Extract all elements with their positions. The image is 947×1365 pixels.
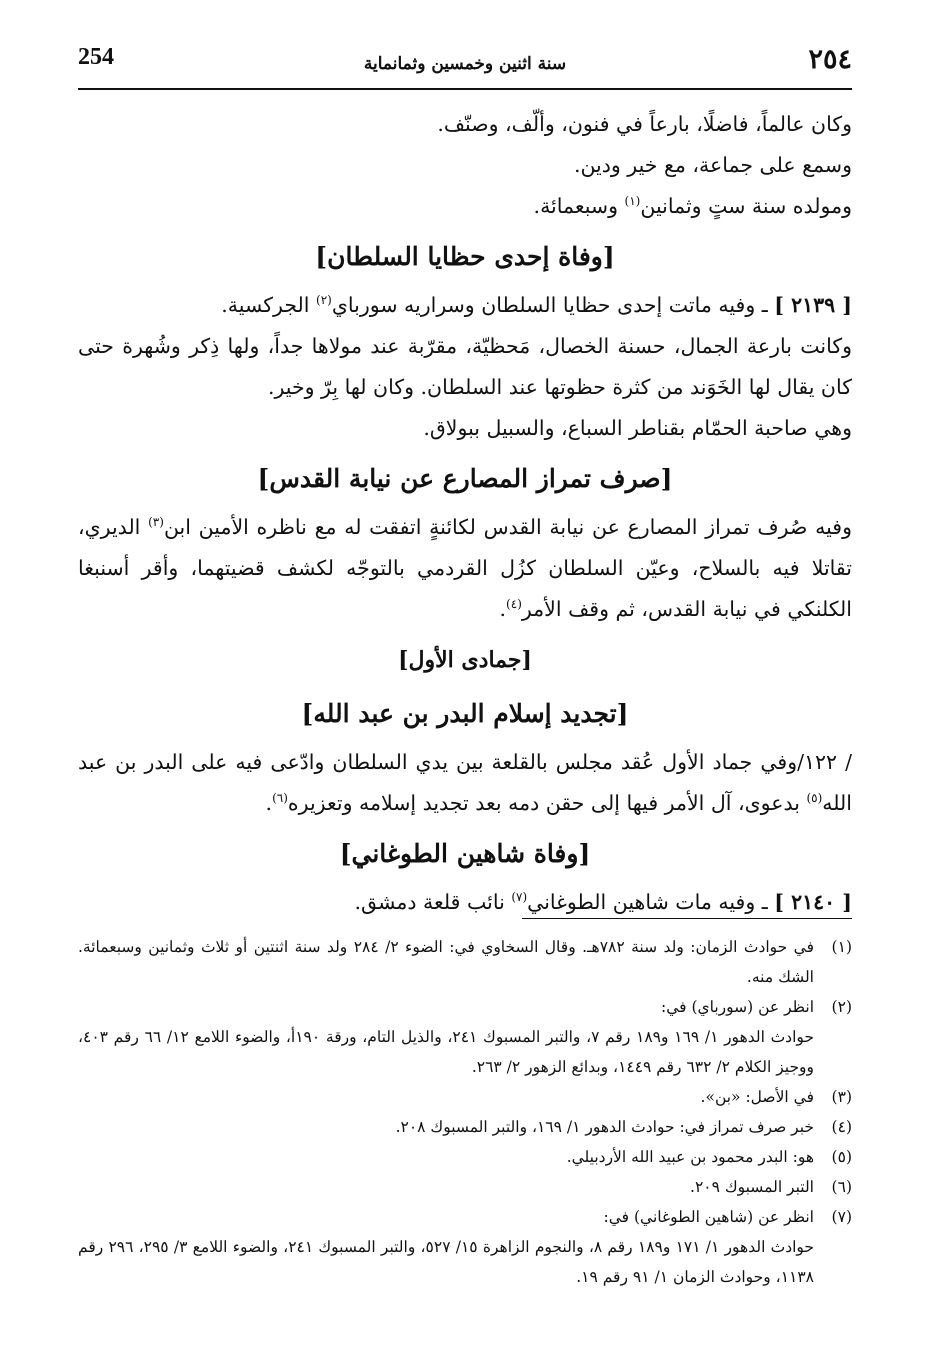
footnote bbox=[78, 1022, 852, 1082]
paragraph: وهي صاحبة الحمّام بقناطر السباع، والسبيل ببولاق. bbox=[423, 416, 852, 440]
paragraph: وكانت بارعة الجمال، حسنة الخصال، مَحظيّة، مقرّبة عند مولاها جداً، ولها ذِكر وشُهرة حتى كان يقال لها الخَوَند من كثرة حظوتها عند السلطان. وكان لها بِرّ وخير. bbox=[78, 334, 852, 399]
paragraph: وسمع على جماعة، مع خير ودين. bbox=[573, 153, 852, 177]
footnote-mark: (٥) bbox=[831, 1148, 852, 1166]
paragraph bbox=[78, 742, 852, 824]
paragraph bbox=[78, 507, 852, 630]
footnote-mark: (٧) bbox=[831, 1208, 852, 1226]
page-number-latin: 254 bbox=[78, 44, 114, 70]
footnote bbox=[78, 932, 852, 992]
footnote bbox=[78, 1142, 852, 1172]
footnote-text: في حوادث الزمان: ولد سنة ٧٨٢هـ. وقال السخاوي في: الضوء ٢/ ٢٨٤ ولد سنة اثنتين أو ثلاث وثمانين وسبعمائة. الشك منه. bbox=[78, 938, 814, 986]
footnote bbox=[78, 1112, 852, 1142]
footnote-text: في الأصل: «بن». bbox=[700, 1088, 814, 1106]
text-run: / ١٢٢/وفي جماد الأول عُقد مجلس بالقلعة بين يدي السلطان وادّعى فيه على البدر بن عبد الله bbox=[78, 750, 852, 815]
footnote-mark: (١) bbox=[831, 938, 852, 956]
running-title: سنة اثنين وخمسين وثمانماية bbox=[363, 54, 567, 74]
footnote-ref[interactable]: (٦) bbox=[272, 791, 288, 806]
text-run: وسبعمائة. bbox=[533, 194, 625, 218]
footnote-mark: (٤) bbox=[831, 1118, 852, 1136]
entry-paragraph bbox=[78, 882, 852, 923]
month-heading: [جمادى الأول] bbox=[398, 647, 532, 673]
footnote-text: انظر عن (شاهين الطوغاني) في: bbox=[603, 1208, 814, 1226]
footnote-mark: (٦) bbox=[831, 1178, 852, 1196]
footnote-ref[interactable]: (٥) bbox=[806, 791, 823, 806]
footnote-ref[interactable]: (٣) bbox=[148, 515, 164, 530]
footnote bbox=[78, 1232, 852, 1292]
paragraph bbox=[78, 186, 852, 227]
text-run: ـ وفيه ماتت إحدى حظايا السلطان وسراريه سورباي bbox=[331, 293, 775, 317]
footnote-text: حوادث الدهور ١/ ١٧١ و١٨٩ رقم ٨، والنجوم الزاهرة ١٥/ ٥٢٧، والتبر المسبوك ٢٤١، والضوء اللامع ٣/ ٢٩٥، ٢٩٦ رقم ١١٣٨، وحوادث الزمان ١/ ٩١ رقم ١٩. bbox=[78, 1238, 814, 1286]
page-number-arabic: ٢٥٤ bbox=[808, 44, 852, 75]
footnote-ref[interactable]: (٢) bbox=[316, 293, 332, 308]
text-run: الجركسية. bbox=[221, 293, 317, 317]
text-run: . bbox=[265, 791, 273, 815]
footnote-mark: (٣) bbox=[831, 1088, 852, 1106]
section-heading: [تجديد إسلام البدر بن عبد الله] bbox=[301, 699, 629, 728]
text-run: ـ وفيه مات شاهين الطوغاني bbox=[527, 890, 775, 914]
text-run: . bbox=[499, 597, 507, 621]
entry-number: [ ٢١٣٩ ] bbox=[774, 293, 852, 317]
text-run: بدعوى، آل الأمر فيها إلى حقن دمه بعد تجديد إسلامه وتعزيره bbox=[287, 791, 807, 815]
footnote bbox=[78, 1202, 852, 1232]
footnote-mark: (٢) bbox=[831, 998, 852, 1016]
footnote-text: خبر صرف تمراز في: حوادث الدهور ١/ ١٦٩، والتبر المسبوك ٢٠٨. bbox=[395, 1118, 814, 1136]
footnote bbox=[78, 1082, 852, 1112]
paragraph: وكان عالماً، فاضلًا، بارعاً في فنون، وألّف، وصنّف. bbox=[437, 112, 852, 136]
footnote-text: التبر المسبوك ٢٠٩. bbox=[690, 1178, 814, 1196]
text-run: ومولده سنة ستٍ وثمانين bbox=[640, 194, 852, 218]
footnote-ref[interactable]: (٤) bbox=[506, 597, 522, 612]
footnote-text: هو: البدر محمود بن عبيد الله الأردبيلي. bbox=[566, 1148, 814, 1166]
footnote-text: انظر عن (سورباي) في: bbox=[660, 998, 814, 1016]
footnote bbox=[78, 992, 852, 1022]
footnote-separator bbox=[522, 918, 852, 919]
main-text bbox=[78, 104, 852, 923]
section-heading: [صرف تمراز المصارع عن نيابة القدس] bbox=[257, 464, 673, 493]
footnote-text: حوادث الدهور ١/ ١٦٩ و١٨٩ رقم ٧، والتبر المسبوك ٢٤١، والذيل التام، ورقة ١٩٠أ، والضوء اللامع ١٢/ ٦٦ رقم ٤٠٣، ووجيز الكلام ٢/ ٦٣٢ رقم ١٤٤٩، وبدائع الزهور ٢/ ٢٦٣. bbox=[78, 1028, 814, 1076]
footnote-ref[interactable]: (٧) bbox=[511, 890, 528, 905]
text-run: الديري، تقاتلا فيه بالسلاح، وعيّن السلطان كزُل القردمي بالتوجّه لكشف قضيتهما، وأقر أسنبغا الكلنكي في نيابة القدس، ثم وقف الأمر bbox=[78, 515, 852, 621]
section-heading: [وفاة إحدى حظايا السلطان] bbox=[315, 242, 615, 271]
page-header bbox=[78, 42, 852, 90]
footnotes bbox=[78, 932, 852, 1292]
text-run: وفيه صُرف تمراز المصارع عن نيابة القدس لكائنةٍ اتفقت له مع ناظره الأمين ابن bbox=[163, 515, 852, 539]
entry-paragraph bbox=[78, 285, 852, 326]
footnote bbox=[78, 1172, 852, 1202]
footnote-ref[interactable]: (١) bbox=[624, 194, 641, 209]
entry-number: [ ٢١٤٠ ] bbox=[774, 890, 852, 914]
section-heading: [وفاة شاهين الطوغاني] bbox=[339, 839, 591, 868]
text-run: نائب قلعة دمشق. bbox=[354, 890, 512, 914]
